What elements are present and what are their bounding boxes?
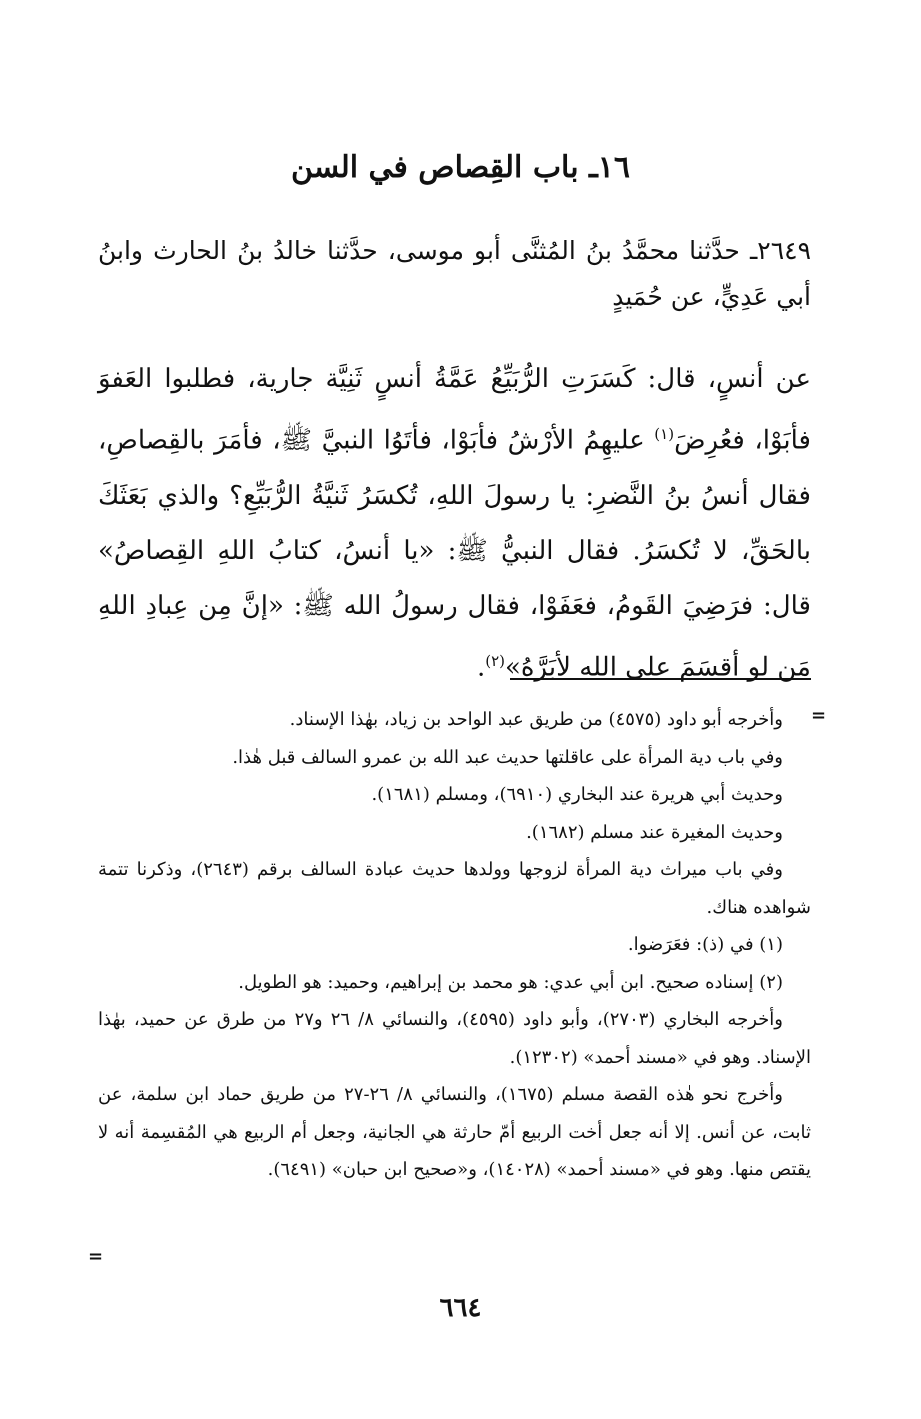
footnote-marker-1: (١) (654, 425, 675, 443)
continuation-marker-top: = (811, 705, 827, 726)
footnote-2: (٢) إسناده صحيح. ابن أبي عدي: هو محمد بن إبراهيم، وحميد: هو الطويل. (238, 971, 783, 993)
footnote-divider (510, 678, 811, 680)
matn-text-end: . (476, 652, 486, 683)
footnote-marker-2: (٢) (485, 651, 506, 670)
footnote-line: وأخرجه أبو داود (٤٥٧٥) من طريق عبد الواحد بن زياد، بهٰذا الإسناد. (289, 709, 783, 730)
footnote-line: وأخرج نحو هٰذه القصة مسلم (١٦٧٥)، والنسائي ٨/ ٢٦-٢٧ من طريق حماد ابن سلمة، عن ثابت، عن أنس. إلا أنه جعل أخت الربيع أمّ حارثة هي الجانية، وجعل أم الربيع هي المُقسِمة أنه لا يقتص منها. وهو في «مسند أحمد» (١٤٠٢٨)، و«صحيح ابن حبان» (٦٤٩١). (98, 1084, 811, 1180)
footnote-line: وفي باب دية المرأة على عاقلتها حديث عبد الله بن عمرو السالف قبل هٰذا. (232, 746, 783, 768)
matn-text-start: عن أنسٍ، قال: كَسَرَتِ الرُّبَيِّعُ عَمَّةُ أنسٍ ثَنِيَّة جارية، فطلبوا العَفوَ فأبَوْا، فعُرِضَ (98, 364, 811, 456)
page-number: ٦٦٤ (439, 1293, 482, 1323)
matn-text-middle: عليهِمُ الأرْشُ فأبَوْا، فأتَوُا النبيَّ ﷺ، فأمَرَ بالقِصاصِ، فقال أنسُ بنُ النَّضرِ: يا رسولَ اللهِ، تُكسَرُ ثَنيَّةُ الرُّبَيِّعِ؟ والذي بَعَثَكَ بالحَقِّ، لا تُكسَرُ. فقال النبيُّ ﷺ: «يا أنسُ، كتابُ اللهِ القِصاصُ» قال: فرَضِيَ القَومُ، فعَفَوْا، فقال رسولُ الله ﷺ: «إنَّ مِن عِبادِ اللهِ مَن لو أقسَمَ على الله لأبَرَّهُ» (98, 425, 811, 683)
chapter-title: ١٦ـ باب القِصاص في السن (290, 150, 631, 185)
footnotes (98, 701, 811, 1189)
footnote-line: وحديث أبي هريرة عند البخاري (٦٩١٠)، ومسلم (١٦٨١). (371, 784, 783, 805)
footnote-line: وأخرجه البخاري (٢٧٠٣)، وأبو داود (٤٥٩٥)، والنسائي ٨/ ٢٦ و٢٧ من طرق عن حميد، بهٰذا الإسناد. وهو في «مسند أحمد» (١٢٣٠٢). (98, 1009, 811, 1068)
footnote-1: (١) في (ذ): فعَرَضوا. (627, 934, 783, 955)
footnote-line: وفي باب ميراث دية المرأة لزوجها وولدها حديث عبادة السالف برقم (٢٦٤٣)، وذكرنا تتمة شواهده هناك. (98, 859, 811, 918)
continuation-marker-bottom: = (88, 1246, 104, 1267)
footnote-line: وحديث المغيرة عند مسلم (١٦٨٢). (526, 821, 783, 843)
hadith-matn (98, 352, 811, 695)
hadith-isnad: ٢٦٤٩ـ حدَّثنا محمَّدُ بنُ المُثنَّى أبو موسى، حدَّثنا خالدُ بنُ الحارث وابنُ أبي عَدِيٍّ، عن حُمَيدٍ (98, 236, 811, 311)
